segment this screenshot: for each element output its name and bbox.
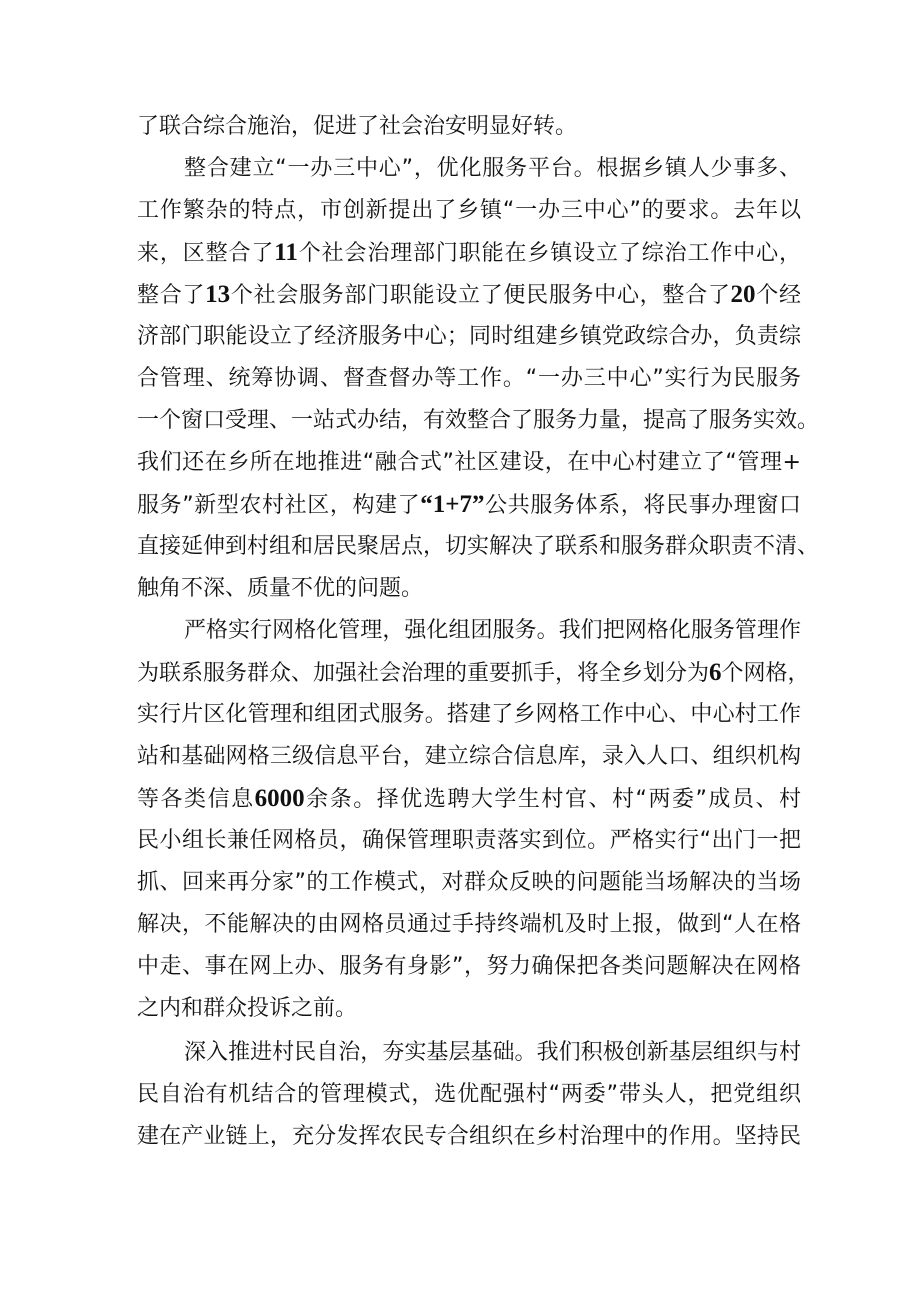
text-segment: 整合了 (137, 283, 206, 308)
text-line (137, 190, 801, 232)
text-line (137, 904, 801, 946)
text-line (137, 988, 801, 1030)
text-segment: 余条。择优选聘大学生村官、村“两委”成员、村 (304, 787, 801, 812)
bold-number: 6000 (254, 785, 305, 812)
text-segment: 个经 (755, 283, 801, 308)
text-segment: 站和基础网格三级信息平台，建立综合信息库，录入人口、组织机构 (137, 744, 801, 769)
text-line (137, 862, 801, 904)
text-segment: 济部门职能设立了经济服务中心；同时组建乡镇党政综合办，负责综 (137, 324, 801, 349)
text-segment: 整合建立“一办三中心”，优化服务平台。根据乡镇人少事多、 (184, 156, 801, 181)
text-segment: 民小组长兼任网格员，确保管理职责落实到位。严格实行“出门一把 (137, 828, 801, 853)
text-segment: 民自治有机结合的管理模式，选优配强村“两委”带头人，把党组织 (137, 1082, 801, 1107)
text-segment: 建在产业链上，充分发挥农民专合组织在乡村治理中的作用。坚持民 (137, 1124, 801, 1149)
bold-number: 6 (709, 659, 722, 686)
text-line (137, 274, 801, 316)
text-line (137, 568, 801, 610)
text-segment: 直接延伸到村组和居民聚居点，切实解决了联系和服务群众职责不清、 (137, 534, 820, 559)
text-line (137, 736, 801, 778)
text-segment: 抓、回来再分家”的工作模式，对群众反映的问题能当场解决的当场 (137, 870, 801, 895)
text-segment: 之内和群众投诉之前。 (137, 996, 358, 1021)
text-segment: 深入推进村民自治，夯实基层基础。我们积极创新基层组织与村 (184, 1040, 801, 1065)
text-segment: 了联合综合施治，促进了社会治安明显好转。 (137, 114, 578, 139)
bold-number: 13 (205, 281, 231, 308)
text-segment: 等各类信息 (137, 787, 255, 812)
text-segment: 个网格， (721, 661, 810, 686)
text-segment: 服务”新型农村社区，构建了 (137, 493, 421, 518)
text-line (137, 1074, 801, 1116)
text-segment: 来，区整合了 (137, 241, 275, 266)
text-line (137, 946, 801, 988)
text-segment: 工作繁杂的特点，市创新提出了乡镇“一办三中心”的要求。去年以 (137, 198, 801, 223)
paragraph-first-line (137, 148, 801, 190)
text-segment: 触角不深、质量不优的问题。 (137, 576, 424, 601)
bold-number: “1+7” (420, 491, 485, 518)
paragraph-first-line (137, 610, 801, 652)
text-segment: 为联系服务群众、加强社会治理的重要抓手，将全乡划分为 (137, 661, 710, 686)
text-line (137, 442, 801, 484)
bold-number: 11 (274, 239, 298, 266)
text-segment: 公共服务体系，将民事办理窗口 (484, 493, 801, 518)
text-line (137, 316, 801, 358)
text-segment: 我们还在乡所在地推进“融合式”社区建设，在中心村建立了“管理+ (137, 450, 801, 475)
text-segment: 个社会治理部门职能在乡镇设立了综治工作中心， (297, 241, 801, 266)
bold-number: 20 (730, 281, 756, 308)
text-segment: 中走、事在网上办、服务有身影”，努力确保把各类问题解决在网格 (137, 954, 801, 979)
text-segment: 个社会服务部门职能设立了便民服务中心，整合了 (230, 283, 731, 308)
text-line (137, 526, 820, 568)
text-segment: 合管理、统筹协调、督查督办等工作。“一办三中心”实行为民服务 (137, 366, 801, 391)
text-line (137, 106, 801, 148)
text-segment: 解决，不能解决的由网格员通过手持终端机及时上报，做到“人在格 (137, 912, 801, 937)
text-line (137, 358, 801, 400)
text-segment: 一个窗口受理、一站式办结，有效整合了服务力量，提高了服务实效。 (137, 408, 820, 433)
text-line (137, 778, 801, 820)
text-line (137, 694, 801, 736)
text-line (137, 400, 820, 442)
text-segment: 实行片区化管理和组团式服务。搭建了乡网格工作中心、中心村工作 (137, 702, 801, 727)
paragraph-first-line (137, 1032, 801, 1074)
text-line (137, 484, 801, 526)
text-line (137, 652, 810, 694)
text-line (137, 820, 801, 862)
text-line (137, 232, 801, 274)
text-line (137, 1116, 801, 1158)
document-body (137, 106, 820, 1158)
text-segment: 严格实行网格化管理，强化组团服务。我们把网格化服务管理作 (184, 618, 801, 643)
